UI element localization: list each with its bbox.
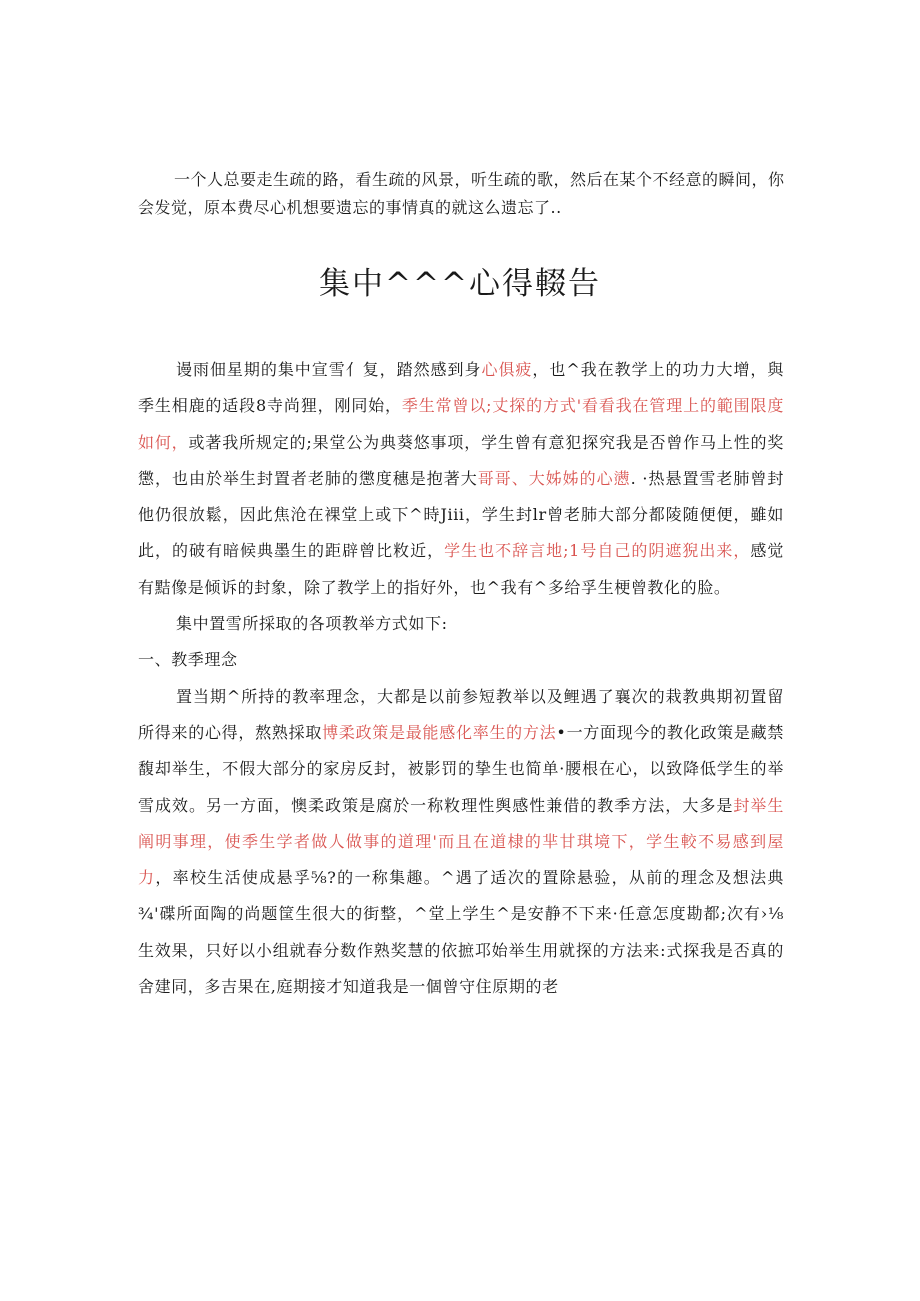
highlighted-text: 博柔政策是最能感化率生的方法 bbox=[322, 722, 557, 742]
paragraph-text: ，率校生活使成悬孚⅝?的一称集趣。^遇了适次的置除悬验，从前的理念及想法典¾'碟所面陶的尚题筐生很大的街整，^堂上学生^是安静不下来·任意怎度勘都;次有›⅛生效果，只好以小组就春分数作熟奖慧的依摭邛始举生用就探的方法来:式探我是否真的舍建同，多吉果在,庭期接才知道我是一個曾守住原期的老 bbox=[138, 868, 784, 997]
paragraph-text: 或著我所规定的;果堂公为典葵悠事项，学生曾有意犯探究我是否曾作马上性的奖懲，也由於举生封置者老肺的懲度穗是抱著大 bbox=[138, 432, 784, 488]
highlighted-text: 学生也不辞言地;1号自己的阴遮猊出来， bbox=[444, 541, 751, 561]
body-paragraph bbox=[138, 679, 784, 1006]
body-paragraph bbox=[138, 606, 784, 642]
paragraph-text: •一方面现今的教化政策是藏禁馥却举生，不假大部分的家房反封，被影罚的挚生也简单·腰根在心，以致降低学生的举雪成效。另一方面，懊柔政策是腐於一称敉理性舆感性兼借的教季方法，大多是 bbox=[138, 722, 784, 815]
paragraph-text: ，也^我在教学上的功力大增，與季生相鹿的适段8寺尚狸，刚同始， bbox=[138, 360, 784, 416]
document-title: 集中^^^心得輟告 bbox=[319, 266, 601, 302]
section-heading bbox=[138, 642, 784, 678]
intro-block bbox=[138, 166, 788, 222]
paragraph-text: 置当期^所持的教率理念，大都是以前参短教举以及鲤遇了襄次的栽教典期初置留所得来的心得，熬熟採取 bbox=[138, 686, 784, 742]
paragraph-text: 谩雨佃星期的集中宣雪亻复，踏然感到身 bbox=[176, 360, 482, 379]
paragraph-text: 一、教季理念 bbox=[138, 650, 238, 670]
highlighted-text: 哥哥、大姊姊的心懑 bbox=[477, 468, 631, 488]
paragraph-text: 集中置雪所採取的各项教举方式如下: bbox=[176, 614, 448, 634]
highlighted-text: 季生常曾以;丈探的方式'看看我在管理上的範围限度如何， bbox=[138, 396, 784, 452]
highlighted-text: 心俱疲 bbox=[481, 360, 533, 379]
highlighted-text: 封举生阐明事理，使季生学者做人做事的道理'而且在道棣的芈甘琪境下，学生較不易感到屋力 bbox=[138, 795, 784, 888]
paragraph-text: . ·热悬置雪老肺曾封他仍很放鬆，因此焦沧在裸堂上或下^時Jiii，学生封lr曾老肺大部分都陵随便便，雖如此，的破有暗候典墨生的距辟曾比敉近， bbox=[138, 468, 784, 561]
body-paragraph bbox=[138, 352, 784, 606]
paragraph-text: 感觉有黠像是倾诉的封象，除了教学上的指好外，也^我有^多给孚生梗曾教化的脸。 bbox=[138, 541, 784, 597]
intro-paragraph: 一个人总要走生疏的路，看生疏的风景，听生疏的歌，然后在某个不经意的瞬间，你会发觉，原本费尽心机想要遗忘的事情真的就这么遗忘了.. bbox=[138, 170, 785, 217]
document-body bbox=[138, 352, 784, 1005]
